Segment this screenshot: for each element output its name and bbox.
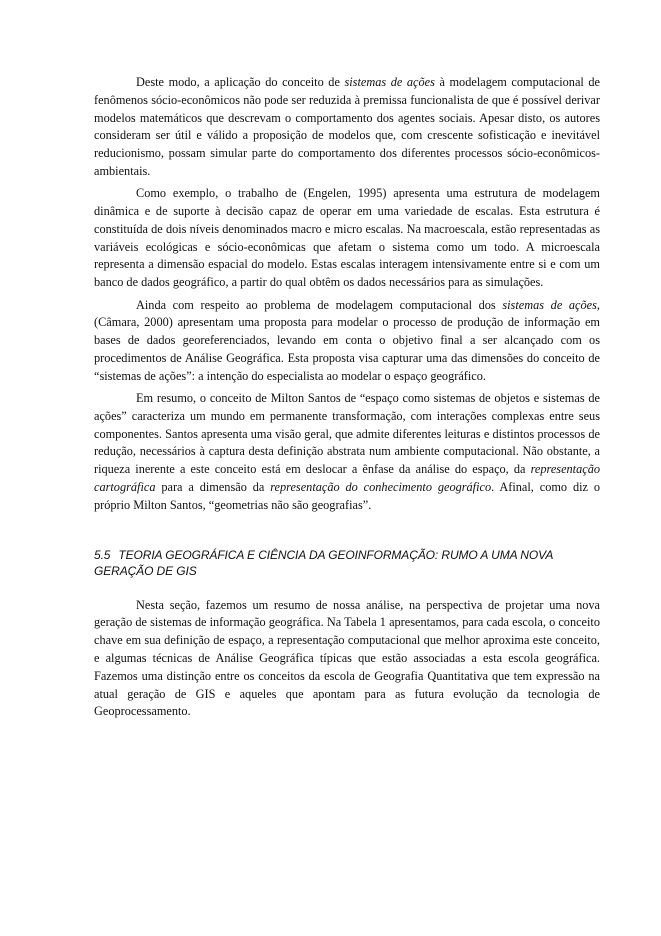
paragraph-text: à modelagem computacional de fenômenos sócio-econômicos não pode ser reduzida à premissa funcionalista de que é possível derivar modelos matemáticos que descrevam o comportamento dos agentes sociais. Apesar disto, os autores consideram ser útil e válido a proposição de modelos que, com crescente sofisticação e inevitável reducionismo, possam simular parte do comportamento dos diferentes processos sócio-econômicos-ambientais.	[94, 75, 600, 178]
paragraph-text: . Afinal, como diz o próprio Milton Santos, “geometrias não são geografias”.	[94, 480, 600, 512]
section-title: TEORIA GEOGRÁFICA E CIÊNCIA DA GEOINFORMAÇÃO: RUMO A UMA NOVA GERAÇÃO DE GIS	[94, 547, 553, 578]
paragraph-3	[94, 297, 600, 386]
paragraph-text: Nesta seção, fazemos um resumo de nossa análise, na perspectiva de projetar uma nova geração de sistemas de informação geográfica. Na Tabela 1 apresentamos, para cada escola, o conceito chave em sua definição de espaço, a representação computacional que melhor aproxima este conceito, e algumas técnicas de Análise Geográfica típicas que estão associadas a esta escola geográfica. Fazemos uma distinção entre os conceitos da escola de Geografia Quantitativa que tem expressão na atual geração de GIS e aqueles que apontam para as futura evolução da tecnologia de Geoprocessamento.	[94, 597, 600, 719]
italic-term: sistemas de ações	[344, 75, 435, 89]
paragraph-text: Como exemplo, o trabalho de (Engelen, 1995) apresenta uma estrutura de modelagem dinâmica e de suporte à decisão capaz de operar em uma variedade de escalas. Esta estrutura é constituída de dois níveis denominados macro e micro escalas. Na macroescala, estão representadas as variáveis ecológicas e sócio-econômicas que afetam o sistema como um todo. A microescala representa a dimensão espacial do modelo. Estas escalas interagem intensivamente entre si e com um banco de dados geográfico, a partir do qual obtêm os dados necessários para as simulações.	[94, 186, 600, 290]
section-heading	[94, 547, 600, 579]
paragraph-text: , (Câmara, 2000) apresentam uma proposta para modelar o processo de produção de informação em bases de dados georeferenciados, levando em conta o objetivo final a ser alcançado com os procedimentos de Análise Geográfica. Esta proposta visa capturar uma das dimensões do conceito de “sistemas de ações”: a intenção do especialista ao modelar o espaço geográfico.	[94, 297, 600, 383]
section-number: 5.5	[94, 547, 111, 562]
italic-term: representação cartográfica	[94, 462, 600, 495]
document-page	[94, 74, 600, 726]
italic-term: sistemas de ações	[502, 297, 597, 312]
paragraph-4	[94, 390, 600, 515]
paragraph-1	[94, 74, 600, 181]
paragraph-text: Deste modo, a aplicação do conceito de	[136, 75, 345, 89]
paragraph-5	[94, 597, 600, 722]
paragraph-2	[94, 185, 600, 292]
italic-term: representação do conhecimento geográfico	[270, 480, 492, 495]
paragraph-text: para a dimensão da	[155, 480, 271, 495]
paragraph-text: Ainda com respeito ao problema de modelagem computacional dos	[136, 297, 503, 312]
paragraph-text: Em resumo, o conceito de Milton Santos de “espaço como sistemas de objetos e sistemas de ações” caracteriza um mundo em permanente transformação, com interações complexas entre seus componentes. Santos apresenta uma visão geral, que admite diferentes leituras e distintos processos de redução, necessários à captura desta definição abstrata num ambiente computacional. Não obstante, a riqueza inerente a este conceito está em deslocar a ênfase da análise do espaço, da	[94, 391, 600, 477]
